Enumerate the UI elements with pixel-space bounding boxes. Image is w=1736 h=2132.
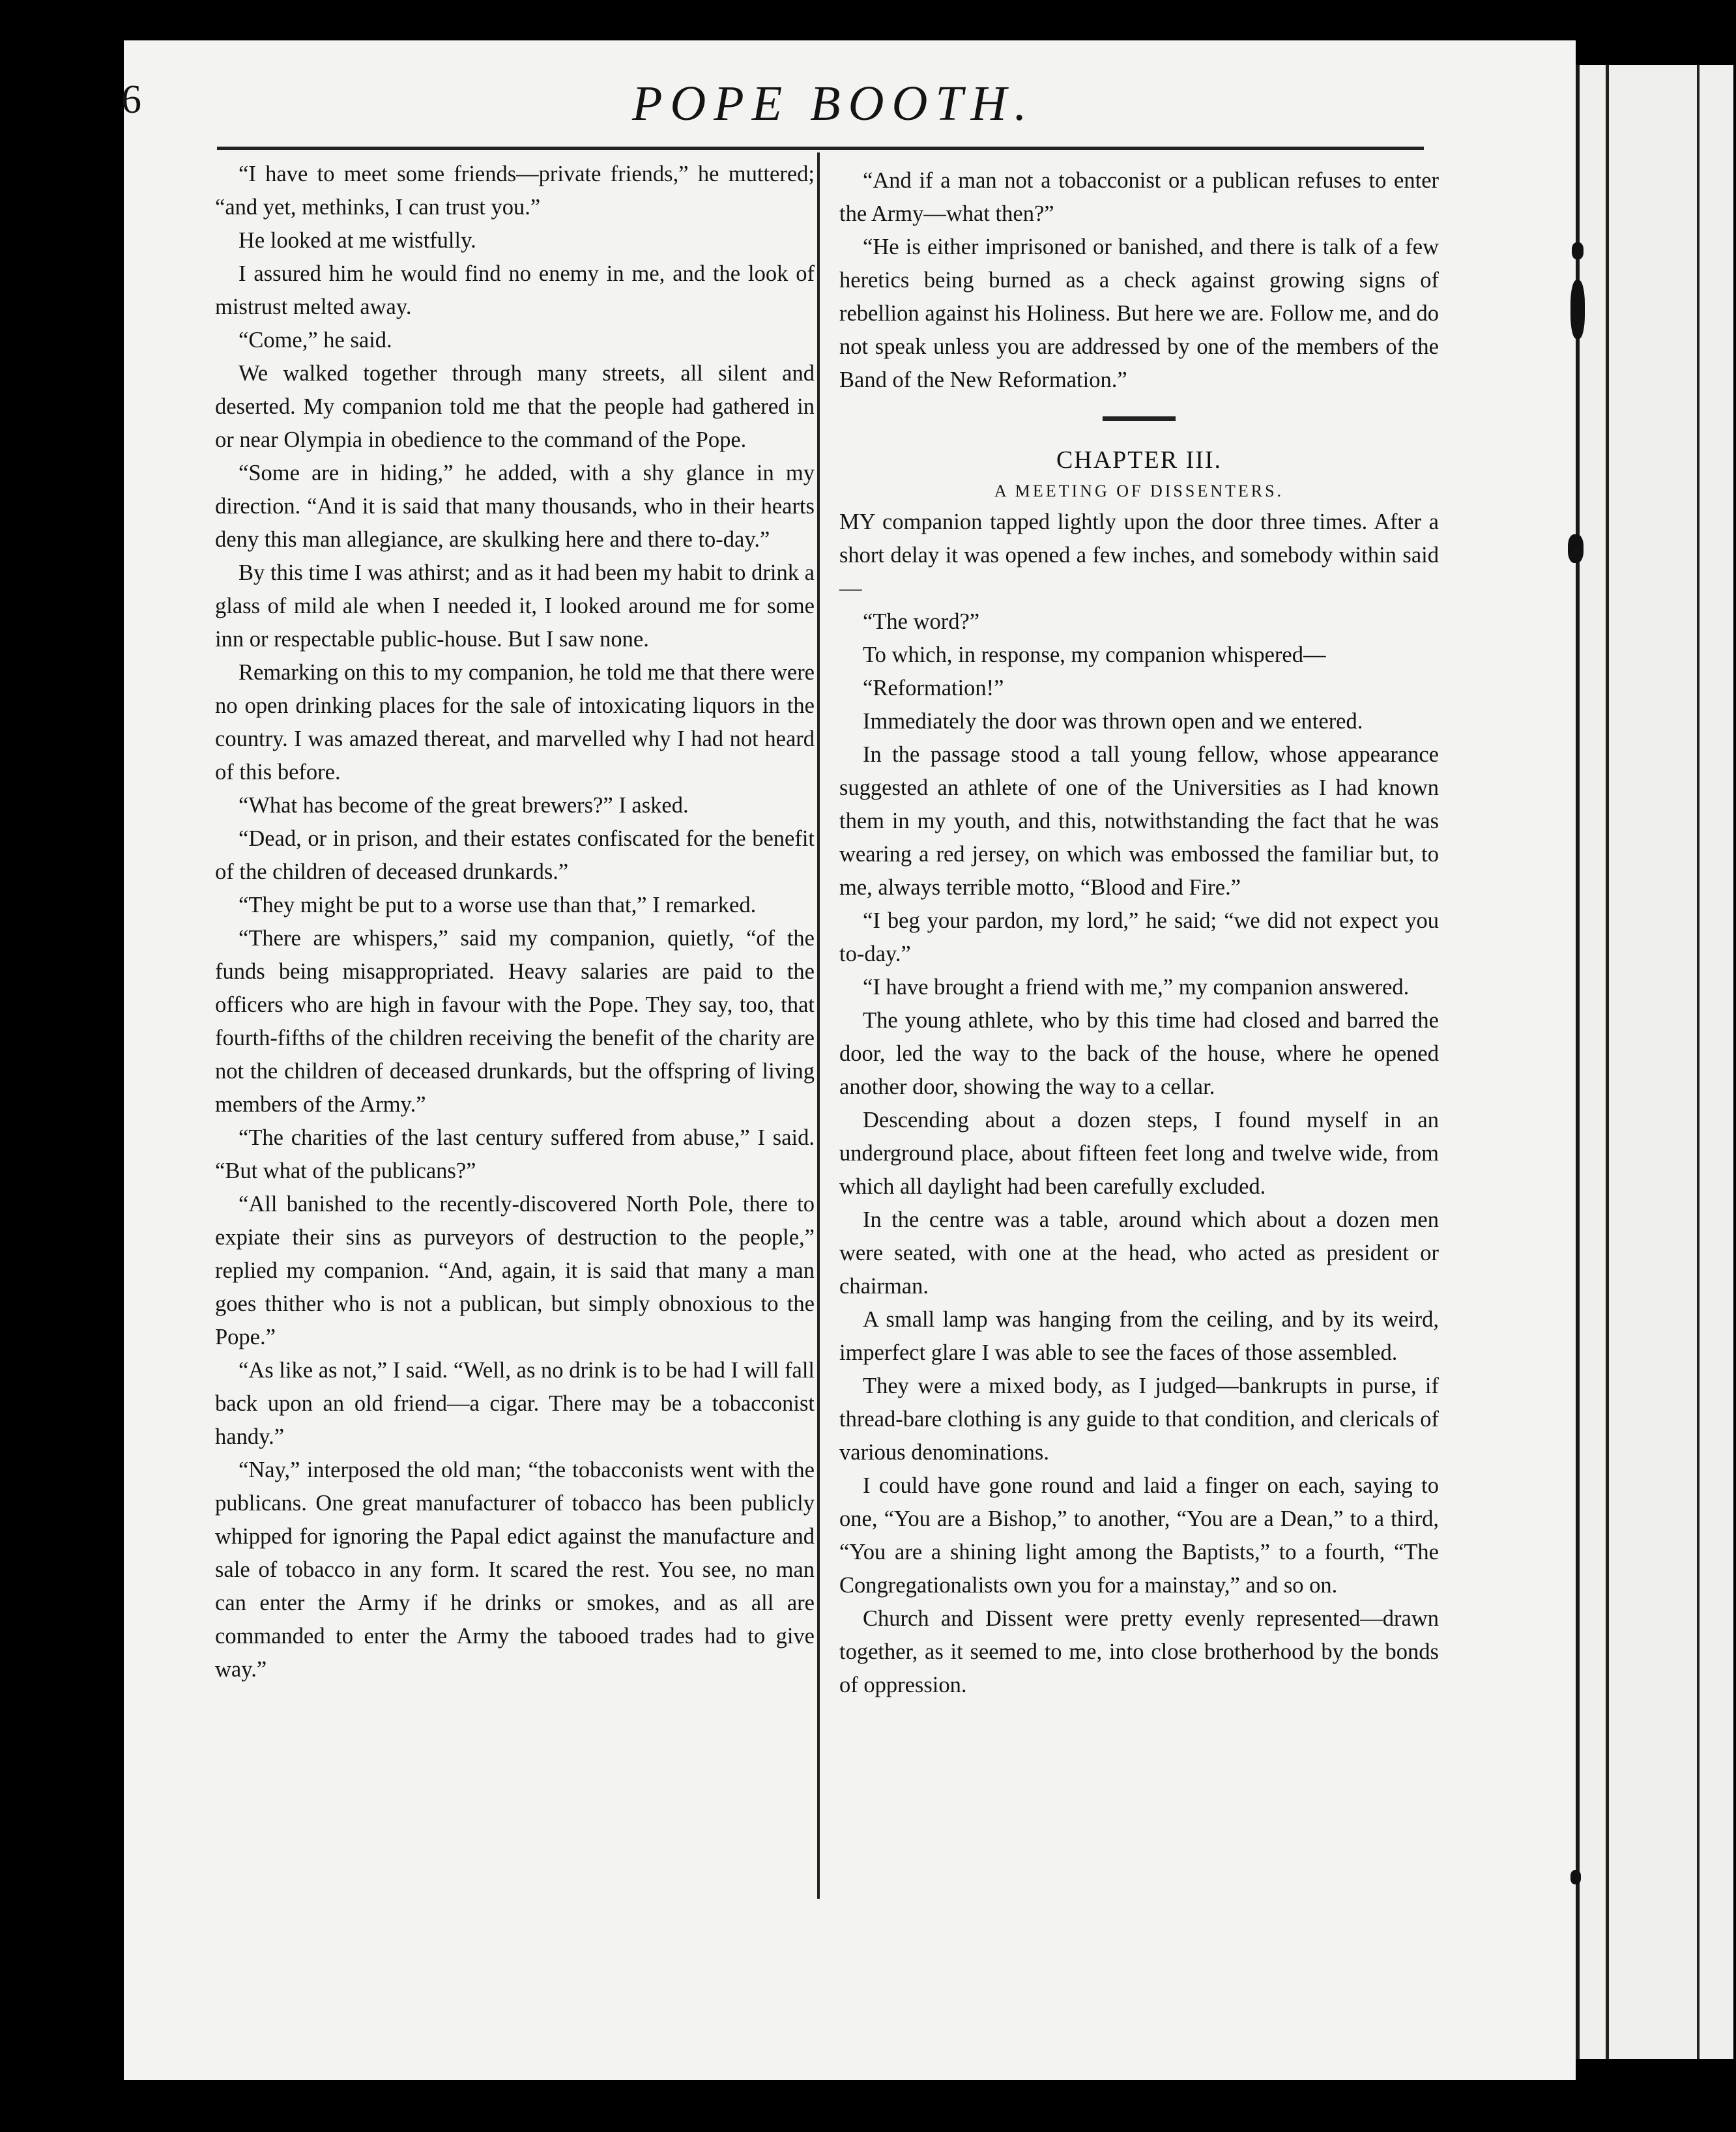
paragraph: “Nay,” interposed the old man; “the tobacconists went with the publicans. One great manufacturer of tobacco has been publicly whipped for ignoring the Papal edict against the manufacture and sale of tobacco in any form. It scared the rest. You see, no man can enter the Army if he drinks or smokes, and as all are commanded to enter the Army the tabooed trades had to give way.”: [215, 1458, 815, 1682]
paragraph: “Dead, or in prison, and their estates confiscated for the benefit of the children of deceased drunkards.”: [215, 826, 815, 884]
paragraph: “Come,” he said.: [239, 328, 392, 353]
paragraph: “I have brought a friend with me,” my companion answered.: [863, 975, 1410, 1000]
paragraph: In the passage stood a tall young fellow, whose appearance suggested an athlete of one of the Universities as I had known them in my youth, and this, notwithstanding the fact that he was wearing a red jersey, on which was embossed the familiar but, to me, always terrible motto, “Blood and Fire.”: [839, 742, 1439, 900]
paragraph: “The word?”: [863, 609, 980, 634]
paragraph: “The charities of the last century suffered from abuse,” I said. “But what of the publicans?”: [215, 1125, 815, 1183]
paragraph: By this time I was athirst; and as it had been my habit to drink a glass of mild ale when I needed it, I looked around me for some inn or respectable public-house. But I saw none.: [215, 560, 815, 652]
chapter-subtitle: A MEETING OF DISSENTERS.: [994, 482, 1284, 500]
paragraph: Immediately the door was thrown open and we entered.: [863, 709, 1363, 734]
ink-mark: [1572, 242, 1584, 259]
paragraph: “As like as not,” I said. “Well, as no drink is to be had I will fall back upon an old friend—a cigar. There may be a tobacconist handy.”: [215, 1358, 815, 1449]
paragraph: We walked together through many streets, all silent and deserted. My companion told me that the people had gathered in or near Olympia in obedience to the command of the Pope.: [215, 361, 815, 452]
paragraph: I could have gone round and laid a finger on each, saying to one, “You are a Bishop,” to another, “You are a Dean,” to a third, “You are a shining light among the Baptists,” to a fourth, “The Congregationalists own you for a mainstay,” and so on.: [839, 1473, 1439, 1598]
ink-mark: [1568, 534, 1584, 563]
section-rule: [1103, 416, 1176, 421]
paragraph: I assured him he would find no enemy in me, and the look of mistrust melted away.: [215, 261, 815, 319]
running-title: POPE BOOTH.: [632, 76, 1035, 131]
facing-page-edge: [1576, 65, 1733, 2059]
paragraph: “Reformation!”: [863, 676, 1004, 700]
ink-mark: [1570, 1870, 1581, 1884]
page-number: 6: [121, 78, 141, 122]
right-column: [839, 164, 1439, 1702]
paragraph: Descending about a dozen steps, I found myself in an underground place, about fifteen feet long and twelve wide, from which all daylight had been carefully excluded.: [839, 1108, 1439, 1199]
paragraph: The young athlete, who by this time had closed and barred the door, led the way to the back of the house, where he opened another door, showing the way to a cellar.: [839, 1008, 1439, 1099]
paragraph: “All banished to the recently-discovered North Pole, there to expiate their sins as purveyors of destruction to the people,” replied my companion. “And, again, it is said that many a man goes thither who is not a publican, but simply obnoxious to the Pope.”: [215, 1192, 815, 1349]
paragraph: “He is either imprisoned or banished, and there is talk of a few heretics being burned as a check against growing signs of rebellion against his Holiness. But here we are. Follow me, and do not speak unless you are addressed by one of the members of the Band of the New Reformation.”: [839, 235, 1439, 392]
chapter-title: CHAPTER III.: [1056, 446, 1222, 474]
page-edge-line: [1606, 65, 1609, 2059]
paragraph: “I beg your pardon, my lord,” he said; “we did not expect you to-day.”: [839, 908, 1439, 966]
paragraph: “They might be put to a worse use than that,” I remarked.: [239, 893, 757, 917]
header-rule: [217, 147, 1424, 150]
paragraph: MY companion tapped lightly upon the door three times. After a short delay it was opened a few inches, and somebody within said—: [839, 510, 1439, 601]
paragraph: “I have to meet some friends—private friends,” he muttered; “and yet, methinks, I can trust you.”: [215, 162, 815, 220]
paragraph: To which, in response, my companion whispered—: [863, 642, 1326, 667]
paragraph: “What has become of the great brewers?” I asked.: [239, 793, 689, 818]
ink-mark: [1570, 280, 1585, 339]
page-edge-line: [1697, 65, 1700, 2059]
column-divider: [817, 152, 820, 1899]
paragraph: He looked at me wistfully.: [239, 228, 476, 253]
paragraph: “And if a man not a tobacconist or a publican refuses to enter the Army—what then?”: [839, 168, 1439, 226]
paragraph: Remarking on this to my companion, he told me that there were no open drinking places for the sale of intoxicating liquors in the country. I was amazed thereat, and marvelled why I had not heard of this before.: [215, 660, 815, 785]
paragraph: “Some are in hiding,” he added, with a shy glance in my direction. “And it is said that many thousands, who in their hearts deny this man allegiance, are skulking here and there to-day.”: [215, 461, 815, 552]
paragraph: Church and Dissent were pretty evenly represented—drawn together, as it seemed to me, into close brotherhood by the bonds of oppression.: [839, 1606, 1439, 1697]
paragraph: They were a mixed body, as I judged—bankrupts in purse, if thread-bare clothing is any guide to that condition, and clericals of various denominations.: [839, 1374, 1439, 1465]
paragraph: “There are whispers,” said my companion, quietly, “of the funds being misappropriated. Heavy salaries are paid to the officers who are high in favour with the Pope. They say, too, that fourth-fifths of the children receiving the benefit of the charity are not the children of deceased drunkards, but the offspring of living members of the Army.”: [215, 926, 815, 1117]
paragraph: In the centre was a table, around which about a dozen men were seated, with one at the head, who acted as president or chairman.: [839, 1207, 1439, 1299]
left-column: [215, 158, 815, 1686]
paragraph: A small lamp was hanging from the ceiling, and by its weird, imperfect glare I was able to see the faces of those assembled.: [839, 1307, 1439, 1365]
